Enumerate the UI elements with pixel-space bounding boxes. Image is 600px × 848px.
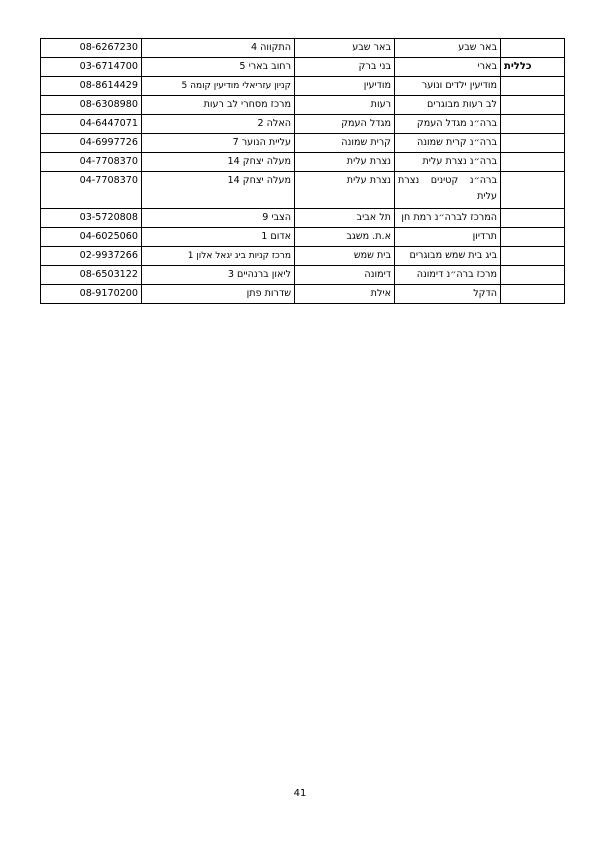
table-row — [41, 39, 565, 58]
table-row — [41, 172, 565, 209]
phone-cell: 04-7708370 — [41, 153, 142, 172]
clinic-name-cell: מרכז ברה״נ דימונה — [395, 266, 501, 285]
category-cell — [501, 96, 565, 115]
clinic-name-cell: בארי — [395, 58, 501, 77]
phone-cell: 03-6714700 — [41, 58, 142, 77]
clinic-name-cell: ברה״נ מגדל העמק — [395, 115, 501, 134]
city-cell: בני ברק — [295, 58, 395, 77]
table-row — [41, 96, 565, 115]
phone-cell: 08-6267230 — [41, 39, 142, 58]
phone-cell: 02-9937266 — [41, 247, 142, 266]
clinics-table — [40, 38, 565, 304]
clinic-name-cell — [395, 172, 501, 209]
city-cell: דימונה — [295, 266, 395, 285]
phone-cell: 08-9170200 — [41, 285, 142, 304]
table-row — [41, 153, 565, 172]
phone-cell: 08-6308980 — [41, 96, 142, 115]
address-cell: התקווה 4 — [142, 39, 295, 58]
address-cell: קניון עזריאלי מודיעין קומה 5 — [142, 77, 295, 96]
phone-cell: 04-6447071 — [41, 115, 142, 134]
clinic-name-cell: מודיעין ילדים ונוער — [395, 77, 501, 96]
category-cell — [501, 153, 565, 172]
table-row — [41, 134, 565, 153]
address-cell: מרכז קניות ביג יגאל אלון 1 — [142, 247, 295, 266]
city-cell: רעות — [295, 96, 395, 115]
phone-cell: 04-7708370 — [41, 172, 142, 209]
phone-cell: 08-6503122 — [41, 266, 142, 285]
city-cell: באר שבע — [295, 39, 395, 58]
clinic-name-cell: המרכז לברה״נ רמת חן — [395, 209, 501, 228]
address-cell: הצבי 9 — [142, 209, 295, 228]
address-cell: שדרות פתן — [142, 285, 295, 304]
phone-cell: 03-5720808 — [41, 209, 142, 228]
address-cell: האלה 2 — [142, 115, 295, 134]
address-cell: מעלה יצחק 14 — [142, 153, 295, 172]
city-cell: אילת — [295, 285, 395, 304]
city-cell: נצרת עלית — [295, 172, 395, 209]
address-cell: מעלה יצחק 14 — [142, 172, 295, 209]
table-row — [41, 266, 565, 285]
clinic-name-line1: ברה״נ קטינים נצרת — [398, 175, 497, 186]
table-row — [41, 77, 565, 96]
city-cell: מגדל העמק — [295, 115, 395, 134]
table-row — [41, 58, 565, 77]
city-cell: נצרת עלית — [295, 153, 395, 172]
category-cell: כללית — [501, 58, 565, 77]
clinic-name-cell: ברה״נ קרית שמונה — [395, 134, 501, 153]
category-cell — [501, 285, 565, 304]
category-cell — [501, 77, 565, 96]
table-row — [41, 228, 565, 247]
category-cell — [501, 172, 565, 209]
phone-cell: 08-8614429 — [41, 77, 142, 96]
table-row — [41, 115, 565, 134]
clinic-name-cell: הדקל — [395, 285, 501, 304]
city-cell: א.ת. משגב — [295, 228, 395, 247]
address-cell: ליאון ברנהיים 3 — [142, 266, 295, 285]
category-cell — [501, 228, 565, 247]
address-cell: מרכז מסחרי לב רעות — [142, 96, 295, 115]
clinic-name-cell: ברה״נ נצרת עלית — [395, 153, 501, 172]
address-cell: רחוב בארי 5 — [142, 58, 295, 77]
page-number: 41 — [293, 788, 307, 799]
clinic-name-cell: לב רעות מבוגרים — [395, 96, 501, 115]
table-row — [41, 247, 565, 266]
table-row — [41, 209, 565, 228]
phone-cell: 04-6997726 — [41, 134, 142, 153]
clinic-name-cell: תרדיון — [395, 228, 501, 247]
clinic-name-cell: ביג בית שמש מבוגרים — [395, 247, 501, 266]
category-cell — [501, 266, 565, 285]
category-cell — [501, 115, 565, 134]
clinic-name-cell: באר שבע — [395, 39, 501, 58]
category-cell — [501, 247, 565, 266]
category-cell — [501, 134, 565, 153]
city-cell: קרית שמונה — [295, 134, 395, 153]
category-cell — [501, 39, 565, 58]
clinic-name-line2: עלית — [477, 191, 497, 202]
city-cell: בית שמש — [295, 247, 395, 266]
phone-cell: 04-6025060 — [41, 228, 142, 247]
table-row — [41, 285, 565, 304]
category-cell — [501, 209, 565, 228]
address-cell: אדום 1 — [142, 228, 295, 247]
city-cell: מודיעין — [295, 77, 395, 96]
city-cell: תל אביב — [295, 209, 395, 228]
address-cell: עליית הנוער 7 — [142, 134, 295, 153]
